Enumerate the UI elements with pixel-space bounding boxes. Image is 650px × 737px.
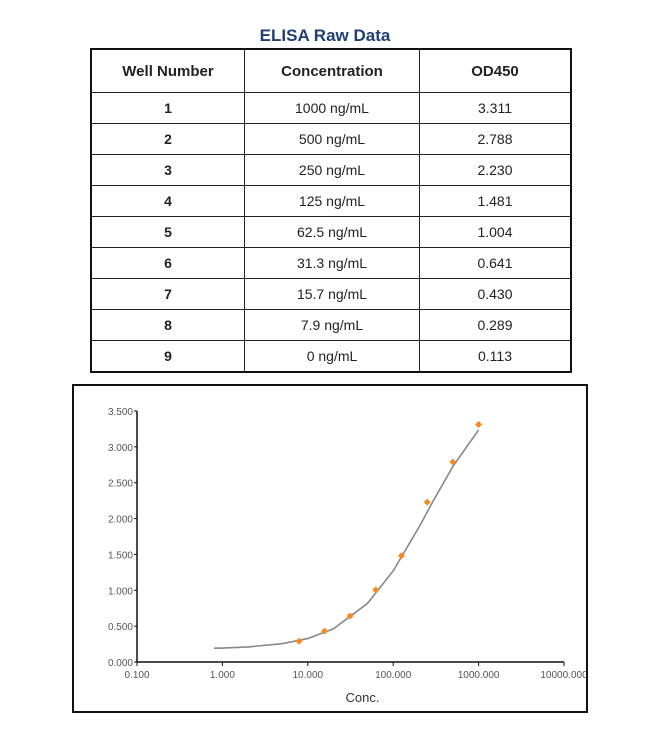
cell-concentration: 7.9 ng/mL — [245, 310, 420, 341]
cell-concentration: 62.5 ng/mL — [245, 217, 420, 248]
cell-od450: 3.311 — [420, 93, 572, 124]
x-tick-label: 1000.000 — [457, 670, 500, 681]
y-tick-label: 1.500 — [107, 550, 133, 562]
x-tick-label: 100.000 — [375, 670, 412, 681]
standard-curve-chart — [72, 384, 588, 713]
cell-well-number: 6 — [91, 248, 245, 279]
y-tick-label: 2.000 — [107, 514, 133, 526]
chart-svg — [74, 386, 586, 711]
table-title: ELISA Raw Data — [259, 26, 391, 45]
y-tick-label: 3.000 — [107, 442, 133, 454]
cell-well-number: 2 — [91, 124, 245, 155]
cell-od450: 2.788 — [420, 124, 572, 155]
header-well-number: Well Number — [91, 49, 245, 93]
data-point — [372, 586, 379, 593]
cell-od450: 1.481 — [420, 186, 572, 217]
x-tick-label: 1.000 — [209, 670, 235, 681]
cell-well-number: 5 — [91, 217, 245, 248]
cell-well-number: 4 — [91, 186, 245, 217]
cell-concentration: 1000 ng/mL — [245, 93, 420, 124]
data-point — [475, 421, 482, 428]
cell-well-number: 3 — [91, 155, 245, 186]
table-row — [91, 248, 571, 279]
x-axis-label: Conc. — [345, 690, 380, 705]
cell-concentration: 31.3 ng/mL — [245, 248, 420, 279]
cell-od450: 0.289 — [420, 310, 572, 341]
y-tick-label: 3.500 — [107, 407, 133, 418]
header-od450: OD450 — [420, 49, 572, 93]
y-tick-label: 2.500 — [107, 478, 133, 490]
cell-concentration: 250 ng/mL — [245, 155, 420, 186]
cell-od450: 0.113 — [420, 341, 572, 373]
data-point — [424, 499, 431, 506]
table-row — [91, 341, 571, 373]
cell-concentration: 15.7 ng/mL — [245, 279, 420, 310]
cell-well-number: 7 — [91, 279, 245, 310]
fit-curve — [214, 430, 478, 648]
cell-od450: 2.230 — [420, 155, 572, 186]
cell-well-number: 1 — [91, 93, 245, 124]
cell-well-number: 8 — [91, 310, 245, 341]
y-tick-label: 0.000 — [107, 658, 133, 669]
header-concentration: Concentration — [245, 49, 420, 93]
cell-concentration: 125 ng/mL — [245, 186, 420, 217]
elisa-data-table — [90, 48, 572, 373]
cell-od450: 1.004 — [420, 217, 572, 248]
cell-concentration: 0 ng/mL — [245, 341, 420, 373]
x-tick-label: 0.100 — [124, 670, 150, 681]
y-tick-label: 1.000 — [107, 586, 133, 598]
table-row — [91, 279, 571, 310]
cell-od450: 0.430 — [420, 279, 572, 310]
table-row — [91, 217, 571, 248]
table-row — [91, 155, 571, 186]
table-row — [91, 186, 571, 217]
cell-od450: 0.641 — [420, 248, 572, 279]
table-row — [91, 124, 571, 155]
x-tick-label: 10.000 — [292, 670, 324, 681]
x-tick-label: 10000.000 — [540, 670, 586, 681]
table-row — [91, 93, 571, 124]
table-row — [91, 310, 571, 341]
data-point — [449, 459, 456, 466]
y-tick-label: 0.500 — [107, 622, 133, 634]
table-header-row — [91, 49, 571, 93]
cell-concentration: 500 ng/mL — [245, 124, 420, 155]
data-point — [296, 638, 303, 645]
cell-well-number: 9 — [91, 341, 245, 373]
